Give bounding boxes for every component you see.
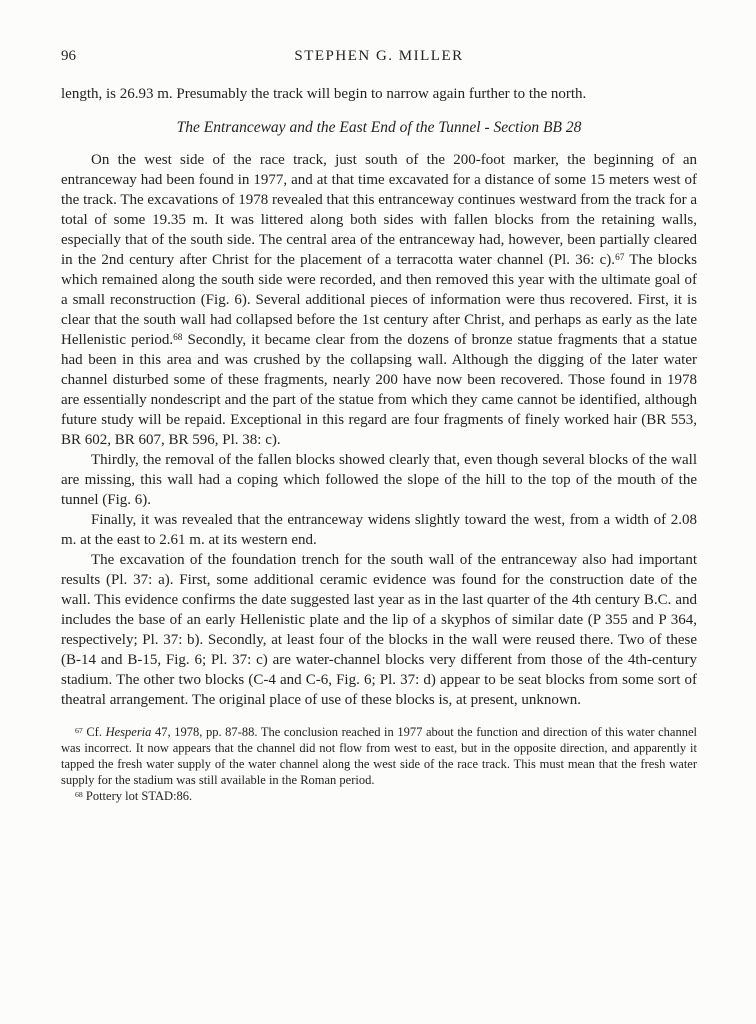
page-header [61, 46, 697, 66]
footnote-68: $^{68}$ Pottery lot STAD:86. [75, 789, 193, 803]
body-paragraph-4: The excavation of the foundation trench for the south wall of the entranceway also had important results (Pl. 37: a). First, some additional ceramic evidence was found for the construction date of the wall. This evidence confirms the date suggested last year as in the last quarter of the 4th century B.C. and includes the base of an early Hellenistic plate and the lip of a skyphos of similar date (P 355 and P 364, respectively; Pl. 37: b). Secondly, at least four of the blocks in the wall were reused there. Two of these (B-14 and B-15, Fig. 6; Pl. 37: c) are water-channel blocks very different from those of the 4th-century stadium. The other two blocks (C-4 and C-6, Fig. 6; Pl. 37: d) appear to be seat blocks from some sort of theatral arrangement. The original place of use of these blocks is, at present, unknown. [61, 552, 697, 708]
running-head: STEPHEN G. MILLER [294, 48, 464, 64]
body-paragraph-2: Thirdly, the removal of the fallen blocks showed clearly that, even though several blocks of the wall are missing, this wall had a coping which followed the slope of the hill to the top of the mouth of the tunnel (Fig. 6). [61, 452, 697, 508]
footnote-67: $^{67}$ Cf. Hesperia 47, 1978, pp. 87-88. The conclusion reached in 1977 about the function and direction of this water channel was incorrect. It now appears that the channel did not flow from west to east, but in the opposite direction, and apparently it tapped the fresh water supply of the water channel along the west side of the race track. This must mean that the fresh water supply for the stadium was still available in the Roman period. [61, 725, 697, 787]
section-heading: The Entranceway and the East End of the Tunnel - Section BB 28 [176, 119, 582, 136]
page-number: 96 [61, 48, 76, 64]
article-body [61, 84, 697, 804]
body-paragraph-1: On the west side of the race track, just south of the 200-foot marker, the beginning of an entranceway had been found in 1977, and at that time excavated for a distance of some 15 meters west of the track. The excavations of 1978 revealed that this entranceway continues westward from the track for a total of some 19.35 m. It was littered along both sides with fallen blocks from the retaining walls, especially that of the south side. The central area of the entranceway had, however, been partially cleared in the 2nd century after Christ for the placement of a terracotta water channel (Pl. 36: c).$^{67}$ The blocks which remained along the south side were recorded, and then removed this year with the ultimate goal of a small reconstruction (Fig. 6). Several additional pieces of information were thus recovered. First, it is clear that the south wall had collapsed before the 1st century after Christ, and perhaps as early as the late Hellenistic period.$^{68}$ Secondly, it became clear from the dozens of bronze statue fragments that a statue had been in this area and was crushed by the collapsing wall. Although the digging of the later water channel disturbed some of these fragments, nearly 200 have now been recovered. Those found in 1978 are essentially nondescript and the part of the statue from which they came cannot be identified, although future study will be repaid. Exceptional in this regard are four fragments of finely worked hair (BR 553, BR 602, BR 607, BR 596, Pl. 38: c). [61, 152, 698, 448]
footnotes-section [61, 724, 697, 804]
body-paragraph-3: Finally, it was revealed that the entranceway widens slightly toward the west, from a width of 2.08 m. at the east to 2.61 m. at its western end. [61, 512, 697, 548]
opening-paragraph: length, is 26.93 m. Presumably the track will begin to narrow again further to the north. [61, 86, 587, 102]
